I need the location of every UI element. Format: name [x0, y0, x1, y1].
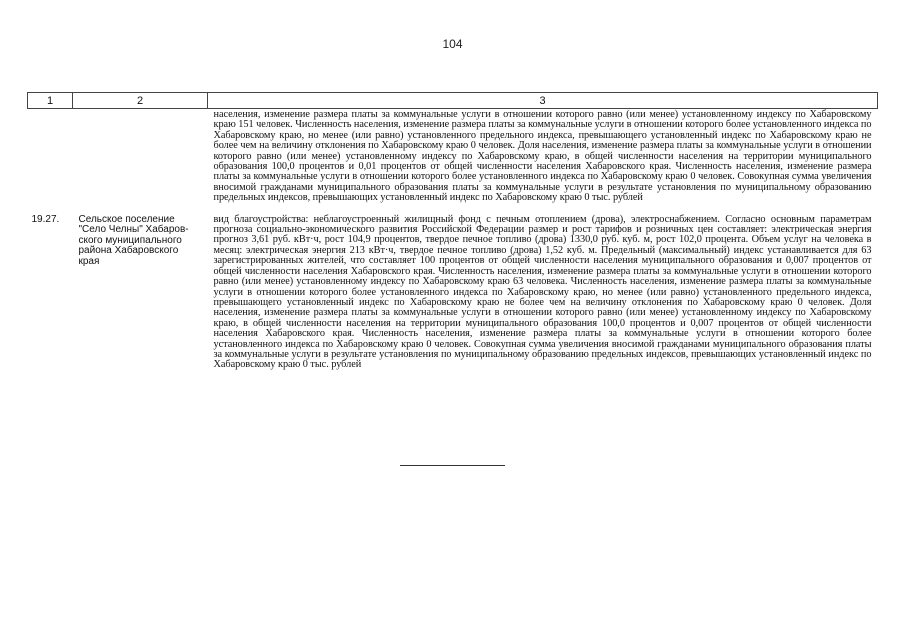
page-number: 104	[442, 37, 463, 51]
row-description: населения, изменение размера платы за коммунальные услуги в отношении которого равно (или менее) установленному индексу по Хабаровскому краю 151 человек. Численность населения, изменение размера платы за коммунальные услуги в отношении которого более установленного индекса по Хабаровскому краю, но менее (или равно) установленного предельного индекса, превышающего установленный индекс по Хабаровскому краю не более чем на величину отклонения по Хабаровскому краю 0 человек. Доля населения, изменение размера платы за коммунальные услуги в отношении которого равно (или менее) установленному индексу по Хабаровскому краю, в общей численности населения на территории муниципального образования 100,0 процентов и 0,01 процентов от общей численности населения Хабаровского края. Численность населения, изменение размера платы за коммунальные услуги в отношении которого более установленного индекса по Хабаровскому краю 0 человек. Совокупная сумма увеличения вносимой гражданами муниципального образования платы за коммунальные услуги в результате установления по муниципальному образованию предельных индексов, превышающих установленный индекс по Хабаровскому краю 0 тыс. рублей	[213, 109, 872, 204]
table-body	[28, 109, 878, 371]
row-description: вид благоустройства: неблагоустроенный жилищный фонд с печным отоплением (дрова), электроснабжением. Согласно основным параметрам прогноза социально-экономического развития Российской Федерации размер и рост тарифов и розничных цен составляет: электрическая энергия прогноз 3,61 руб. кВт·ч, рост 104,9 процентов, твердое печное топливо (дрова) 1330,0 руб. куб. м, рост 102,0 процента. Объем услуг на человека в месяц: электрическая энергия 213 кВт·ч, твердое печное топливо (дрова) 1,52 куб. м. Предельный (максимальный) индекс устанавливается для 63 зарегистрированных жителей, что составляет 100 процентов от общей численности населения муниципального образования и 0,007 процентов от общей численности населения Хабаровского края. Численность населения, изменение размера платы за коммунальные услуги в отношении которого равно (или менее) установленному индексу по Хабаровскому краю 63 человека. Численность населения, изменение размера платы за коммунальные услуги в отношении которого более установленного индекса по Хабаровскому краю, но менее (или равно) установленного предельного индекса, превышающего установленный индекс по Хабаровскому краю не более чем на величину отклонения по Хабаровскому краю 0 человек. Доля населения, изменение размера платы за коммунальные услуги в отношении которого равно (или менее) установленному индексу по Хабаровскому краю, в общей численности населения на территории муниципального образования 100,0 процентов и 0,007 процентов от общей численности населения Хабаровского края. Численность населения, изменение размера платы за коммунальные услуги в отношении которого более установленного индекса по Хабаровскому краю 0 человек. Совокупная сумма увеличения вносимой гражданами муниципального образования платы за коммунальные услуги в результате установления по муниципальному образованию предельных индексов, превышающих установленный индекс по Хабаровскому краю 0 тыс. рублей	[213, 213, 872, 371]
row-number	[28, 109, 73, 212]
column-header-1: 1	[28, 93, 73, 109]
municipality-name: Сельское поселение "Село Челны" Хабаров- ского муниципального района Хабаровского края	[78, 213, 189, 268]
column-header-3: 3	[208, 93, 878, 109]
table-header	[28, 93, 878, 109]
municipality-name	[73, 109, 208, 212]
footer-divider	[400, 465, 505, 466]
data-table	[27, 92, 878, 371]
header-row	[28, 93, 878, 109]
column-header-2: 2	[73, 93, 208, 109]
table-row	[28, 109, 878, 212]
row-number: 19.27.	[31, 213, 60, 225]
table-row	[28, 212, 878, 371]
